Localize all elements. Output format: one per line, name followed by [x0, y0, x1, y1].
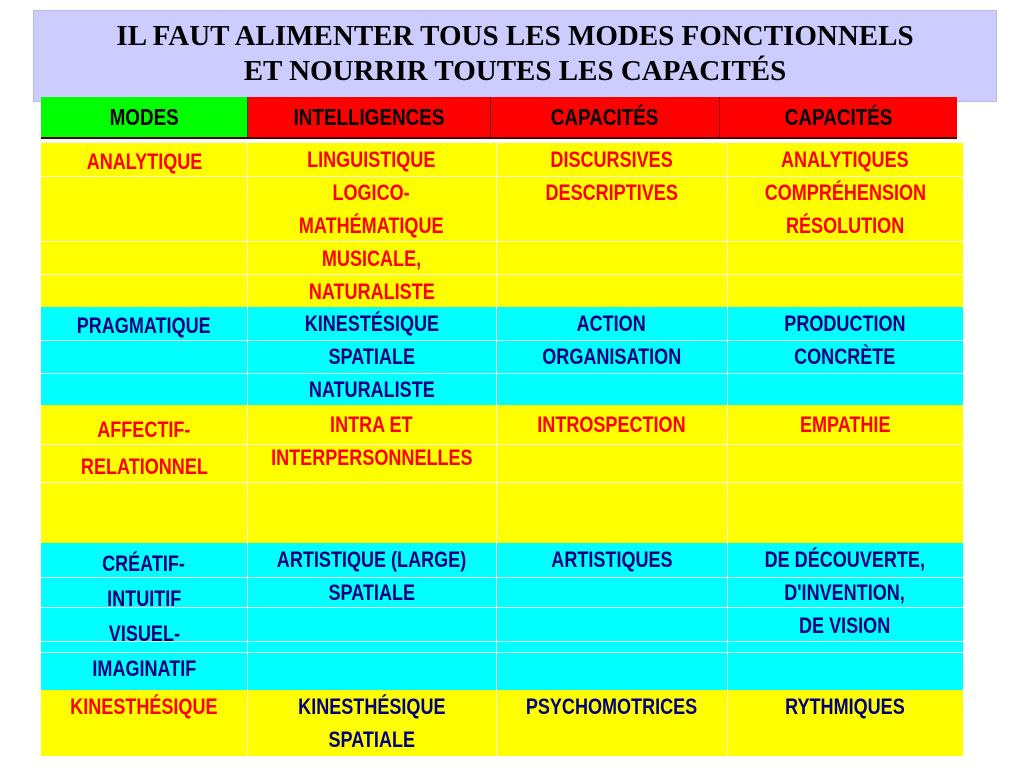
intelligences-affectif: INTRA ET INTERPERSONNELLES	[270, 412, 473, 470]
header-capacites-1: CAPACITÉS	[491, 97, 720, 137]
mode-analytique: ANALYTIQUE	[86, 149, 202, 174]
capacites1-kinesthesique: PSYCHOMOTRICES	[525, 694, 698, 719]
capacites1-affectif: INTROSPECTION	[537, 412, 686, 437]
capacites2-affectif: EMPATHIE	[799, 412, 891, 437]
capacites2-analytique: ANALYTIQUES COMPRÉHENSION RÉSOLUTION	[764, 147, 926, 238]
mode-affectif-relationnel: AFFECTIF- RELATIONNEL	[80, 417, 208, 479]
capacites2-creatif: DE DÉCOUVERTE, D'INVENTION, DE VISION	[764, 547, 926, 638]
title-line-2: ET NOURRIR TOUTES LES CAPACITÉS	[243, 55, 787, 87]
capacites1-creatif: ARTISTIQUES	[550, 547, 673, 572]
slide-title	[33, 10, 997, 102]
header-modes: MODES	[41, 97, 248, 137]
mode-kinesthesique: KINESTHÉSIQUE	[70, 694, 218, 719]
title-line-1: IL FAUT ALIMENTER TOUS LES MODES FONCTIONNELS	[116, 20, 914, 52]
mode-creatif-visuel: CRÉATIF- INTUITIF VISUEL- IMAGINATIF	[92, 551, 196, 681]
capacites2-kinesthesique: RYTHMIQUES	[785, 694, 905, 719]
intelligences-pragmatique: KINESTÉSIQUE SPATIALE NATURALISTE	[304, 311, 439, 402]
capacites1-pragmatique: ACTION ORGANISATION	[542, 311, 681, 369]
header-capacites-2: CAPACITÉS	[720, 97, 957, 137]
intelligences-kinesthesique: KINESTHÉSIQUE SPATIALE	[297, 694, 446, 752]
capacites1-analytique: DISCURSIVES DESCRIPTIVES	[545, 147, 678, 205]
header-intelligences: INTELLIGENCES	[248, 97, 491, 137]
intelligences-analytique: LINGUISTIQUE LOGICO- MATHÉMATIQUE MUSICALE, NATURALISTE	[299, 147, 444, 304]
capacites2-pragmatique: PRODUCTION CONCRÈTE	[784, 311, 906, 369]
table-header	[41, 97, 957, 139]
intelligences-creatif: ARTISTIQUE (LARGE) SPATIALE	[276, 547, 467, 605]
mode-pragmatique: PRAGMATIQUE	[77, 313, 211, 338]
